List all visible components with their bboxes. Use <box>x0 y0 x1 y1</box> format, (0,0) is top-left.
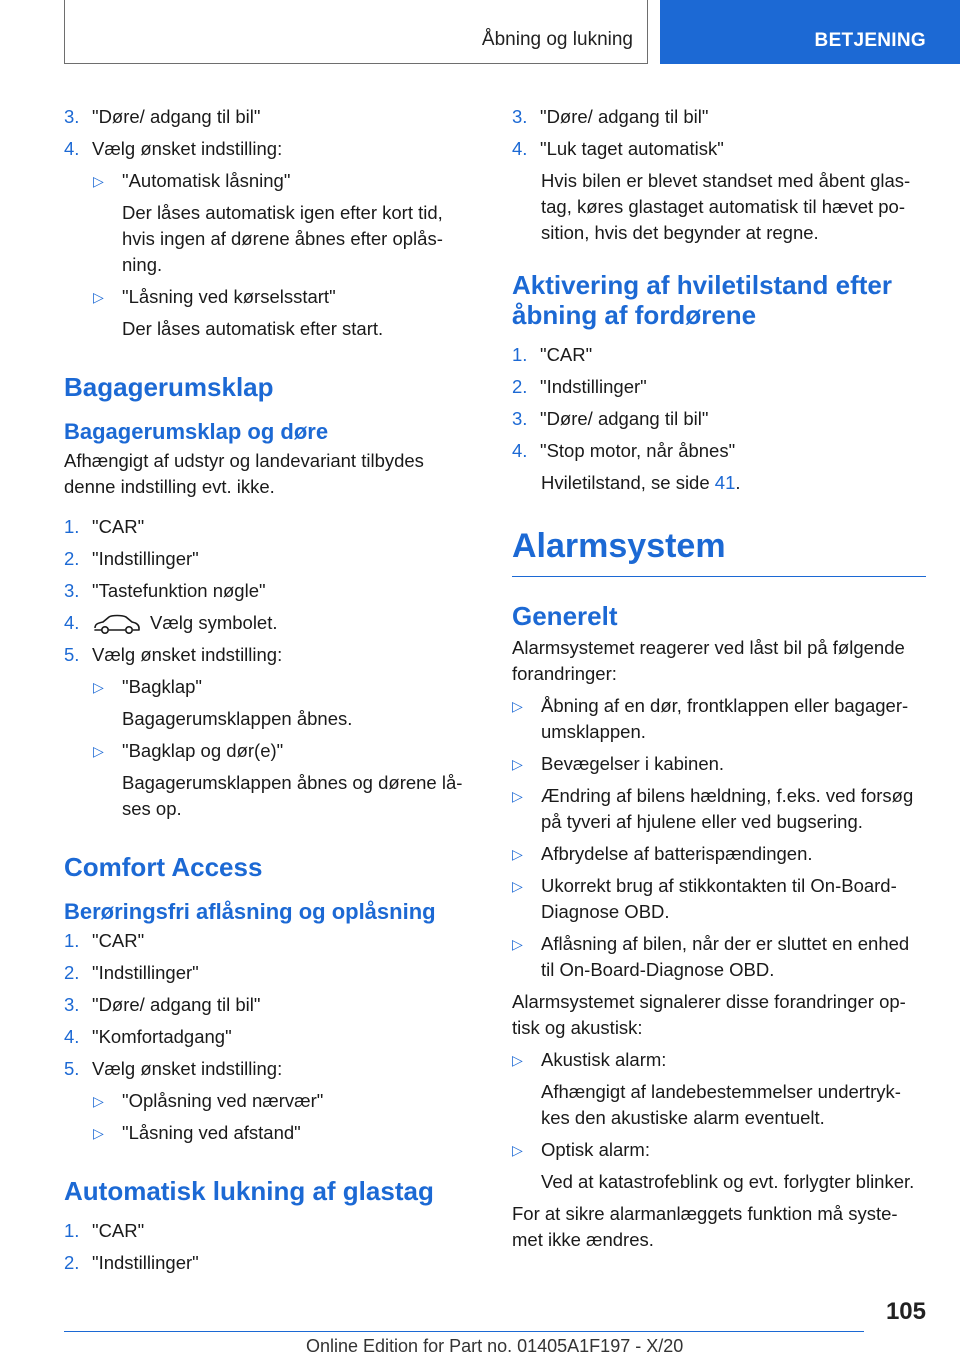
step-text: "Døre/ adgang til bil" <box>92 994 261 1015</box>
subheading-bagagerumsklap-doere: Bagagerumsklap og døre <box>64 419 329 444</box>
step-number: 5. <box>64 1058 80 1079</box>
triangle-right-icon: ▷ <box>512 788 523 804</box>
step-number: 2. <box>64 962 80 983</box>
step-number: 2. <box>64 548 80 569</box>
step-text: "Stop motor, når åbnes" <box>540 440 736 461</box>
list-item <box>512 783 926 835</box>
step-number: 5. <box>64 644 80 665</box>
list-item-text: Afbrydelse af batterispændingen. <box>541 843 813 864</box>
step-number: 4. <box>64 612 80 633</box>
step-number: 2. <box>512 376 528 397</box>
step-number: 3. <box>64 580 80 601</box>
step-text-with-icon <box>92 610 478 636</box>
step-item <box>64 136 478 162</box>
page-number: 105 <box>885 1298 926 1325</box>
step-text: Vælg ønsket indstilling: <box>92 644 283 665</box>
chapter-title-alarmsystem: Alarmsystem <box>512 526 926 577</box>
step-text: Vælg symbolet. <box>150 612 278 633</box>
option-item <box>93 284 478 310</box>
footer-edition: Online Edition for Part no. 01405A1F197 - X/20 <box>306 1336 684 1356</box>
paragraph: Afhængigt af udstyr og landevariant tilbydes denne indstilling evt. ikke. <box>64 450 424 497</box>
step-number: 4. <box>512 440 528 461</box>
list-item-description: Afhængigt af landebestemmelser undertryk-kes den akustiske alarm eventuelt. <box>541 1081 901 1128</box>
step-item <box>512 104 926 130</box>
step-number: 4. <box>64 1026 80 1047</box>
heading-glastag: Automatisk lukning af glastag <box>64 1176 434 1206</box>
step-item <box>512 406 926 432</box>
list-item-text: Åbning af en dør, frontklappen eller bagager-umsklappen. <box>541 695 909 742</box>
step-text: "Tastefunktion nøgle" <box>92 580 266 601</box>
step-item <box>512 136 926 162</box>
list-item <box>512 693 926 745</box>
car-icon <box>92 613 142 635</box>
step-number: 1. <box>64 930 80 951</box>
step-item <box>64 514 478 540</box>
step-text: "Døre/ adgang til bil" <box>540 106 709 127</box>
option-title: "Bagklap og dør(e)" <box>122 740 284 761</box>
desc-prefix: Hviletilstand, se side <box>541 472 715 493</box>
step-item <box>512 438 926 464</box>
step-text: Vælg ønsket indstilling: <box>92 138 283 159</box>
heading-comfort-access: Comfort Access <box>64 852 263 882</box>
option-title: "Automatisk låsning" <box>122 170 291 191</box>
list-item <box>512 931 926 983</box>
step-number: 1. <box>64 1220 80 1241</box>
triangle-right-icon: ▷ <box>512 756 523 772</box>
step-text: "Indstillinger" <box>92 1252 199 1273</box>
list-item-text: Bevægelser i kabinen. <box>541 753 725 774</box>
triangle-right-icon: ▷ <box>93 1125 104 1141</box>
paragraph: For at sikre alarmanlæggets funktion må syste-met ikke ændres. <box>512 1203 898 1250</box>
step-number: 4. <box>512 138 528 159</box>
step-number: 3. <box>64 994 80 1015</box>
triangle-right-icon: ▷ <box>93 173 104 189</box>
triangle-right-icon: ▷ <box>93 743 104 759</box>
list-item-text: Akustisk alarm: <box>541 1049 667 1070</box>
footer-divider <box>64 1331 864 1332</box>
header-chapter: BETJENING <box>814 30 926 51</box>
step-number: 4. <box>64 138 80 159</box>
step-item <box>64 992 478 1018</box>
option-title: "Oplåsning ved nærvær" <box>122 1090 324 1111</box>
triangle-right-icon: ▷ <box>512 936 523 952</box>
page-reference-link[interactable]: 41 <box>714 472 736 493</box>
step-text: "Komfortadgang" <box>92 1026 232 1047</box>
list-item-text: Aflåsning af bilen, når der er sluttet en enhed til On-Board-Diagnose OBD. <box>541 933 910 980</box>
paragraph: Alarmsystemet signalerer disse forandringer op-tisk og akustisk: <box>512 991 906 1038</box>
step-item <box>64 578 478 604</box>
step-description <box>541 470 926 496</box>
left-column <box>64 104 478 1282</box>
option-description: Bagagerumsklappen åbnes og dørene lå-ses op. <box>122 772 463 819</box>
option-item <box>93 738 478 764</box>
step-item <box>64 642 478 668</box>
subheading-beroeringsfri: Berøringsfri aflåsning og oplåsning <box>64 899 436 924</box>
option-item <box>93 168 478 194</box>
heading-generelt: Generelt <box>512 601 618 631</box>
triangle-right-icon: ▷ <box>93 289 104 305</box>
step-item <box>64 1024 478 1050</box>
triangle-right-icon: ▷ <box>512 1052 523 1068</box>
heading-hviletilstand: Aktivering af hviletilstand efter åbning af fordørene <box>512 270 892 330</box>
triangle-right-icon: ▷ <box>512 846 523 862</box>
step-item <box>64 1250 478 1276</box>
step-description: Hvis bilen er blevet standset med åbent glas-tag, køres glastaget automatisk til hævet po-sition, hvis det begynder at regne. <box>541 170 911 243</box>
step-text: "Indstillinger" <box>92 962 199 983</box>
step-number: 1. <box>512 344 528 365</box>
step-text: "CAR" <box>540 344 593 365</box>
step-text: "Indstillinger" <box>92 548 199 569</box>
step-number: 3. <box>512 408 528 429</box>
option-title: "Låsning ved kørselsstart" <box>122 286 336 307</box>
list-item <box>512 841 926 867</box>
step-text: "CAR" <box>92 516 145 537</box>
header-section-title: Åbning og lukning <box>481 29 633 50</box>
step-text: "Døre/ adgang til bil" <box>92 106 261 127</box>
step-text: Vælg ønsket indstilling: <box>92 1058 283 1079</box>
step-item <box>64 1056 478 1082</box>
step-item <box>512 342 926 368</box>
list-item <box>512 1047 926 1073</box>
option-title: "Låsning ved afstand" <box>122 1122 301 1143</box>
option-item <box>93 1120 478 1146</box>
triangle-right-icon: ▷ <box>512 1142 523 1158</box>
step-item <box>64 546 478 572</box>
step-text: "CAR" <box>92 1220 145 1241</box>
triangle-right-icon: ▷ <box>93 679 104 695</box>
step-text: "Indstillinger" <box>540 376 647 397</box>
step-item <box>64 1218 478 1244</box>
step-number: 1. <box>64 516 80 537</box>
step-item <box>64 610 478 636</box>
step-text: "CAR" <box>92 930 145 951</box>
header-section-box <box>64 0 648 64</box>
list-item <box>512 873 926 925</box>
triangle-right-icon: ▷ <box>512 698 523 714</box>
step-item <box>64 960 478 986</box>
step-text: "Døre/ adgang til bil" <box>540 408 709 429</box>
option-description: Der låses automatisk efter start. <box>122 318 384 339</box>
triangle-right-icon: ▷ <box>93 1093 104 1109</box>
option-description: Bagagerumsklappen åbnes. <box>122 708 353 729</box>
step-text: "Luk taget automatisk" <box>540 138 724 159</box>
desc-suffix: . <box>735 472 741 493</box>
option-title: "Bagklap" <box>122 676 202 697</box>
heading-bagagerumsklap: Bagagerumsklap <box>64 372 274 402</box>
paragraph: Alarmsystemet reagerer ved låst bil på følgende forandringer: <box>512 637 905 684</box>
right-column <box>512 104 926 1259</box>
list-item-text: Ukorrekt brug af stikkontakten til On-Board-Diagnose OBD. <box>541 875 897 922</box>
list-item-description: Ved at katastrofeblink og evt. forlygter blinker. <box>541 1171 915 1192</box>
triangle-right-icon: ▷ <box>512 878 523 894</box>
list-item-text: Ændring af bilens hældning, f.eks. ved forsøg på tyveri af hjulene eller ved bugsering. <box>541 785 914 832</box>
step-item <box>64 928 478 954</box>
option-description: Der låses automatisk igen efter kort tid, hvis ingen af dørene åbnes efter oplås-ning. <box>122 202 443 275</box>
option-item <box>93 674 478 700</box>
list-item-text: Optisk alarm: <box>541 1139 650 1160</box>
option-item <box>93 1088 478 1114</box>
step-item <box>64 104 478 130</box>
list-item <box>512 1137 926 1163</box>
step-item <box>512 374 926 400</box>
list-item <box>512 751 926 777</box>
step-number: 2. <box>64 1252 80 1273</box>
header-chapter-box <box>660 0 960 64</box>
step-number: 3. <box>64 106 80 127</box>
step-number: 3. <box>512 106 528 127</box>
